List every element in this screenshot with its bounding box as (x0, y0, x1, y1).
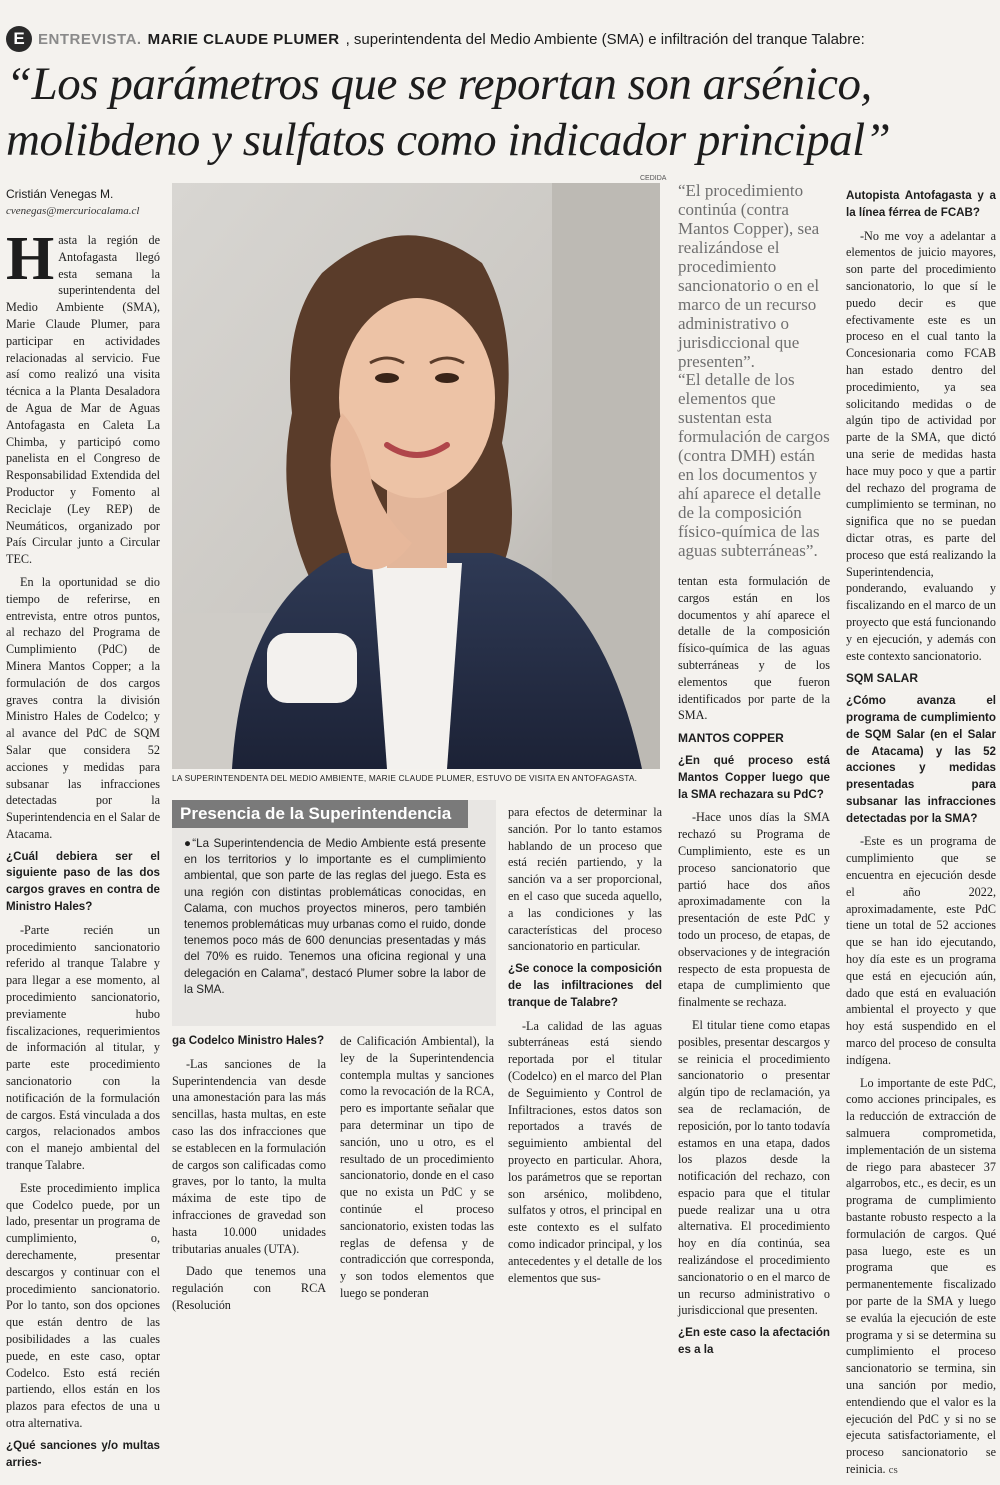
paragraph: para efectos de determinar la sanción. Por lo tanto estamos hablando de un proceso que está recién partiendo, y la sanción va a ser proporcional, en el caso que suceda aquello, a las condiciones y las características del proceso sancionatorio en particular. (508, 805, 662, 954)
column-6 (846, 188, 996, 1485)
kicker-rest: , superintendenta del Medio Ambiente (SMA) e infiltración del tranque Talabre: (345, 30, 865, 48)
question: ¿Qué sanciones y/o multas arries- (6, 1438, 160, 1469)
question: Autopista Antofagasta y a la línea férrea de FCAB? (846, 189, 996, 219)
question: ¿En qué proceso está Mantos Copper luego que la SMA rechazara su PdC? (678, 753, 830, 801)
question: ga Codelco Ministro Hales? (172, 1034, 325, 1047)
answer: -Hace unos días la SMA rechazó su Programa de Cumplimiento, este es un proceso sancionatorio que partió hace dos años aproximadamente con la presentación de este PdC y todo un proceso, de etapas, de observaciones y de integración respecto de esta propuesta de etapa de cumplimiento que finalmente se rechaza. (678, 810, 830, 1010)
paragraph (846, 1075, 996, 1479)
answer: -Parte recién un procedimiento sancionatorio referido al tranque Talabre y para llegar a ese momento, al procedimiento sancionatorio, previamente hubo fiscalizaciones, requerimientos de información al titular, y parte este procedimiento sancionatorio con la notificación de la formulación de cargos. Está vinculada a dos cargos, relacionados ambos con el manejo ambiental del tranque Talabre. (6, 922, 160, 1173)
paragraph: de Calificación Ambiental), la ley de la Superintendencia contempla multas y sanciones como la revocación de la RCA, pero es importante señalar que para determinar un tipo de sanción, uno u otro, es el resultado de un procedimiento sancionatorio, donde en el caso que no exista un PdC y se continúe el proceso sancionatorio, existen todas las reglas de defensa y de contradicción que corresponda, y son todos elementos que luego se ponderan (340, 1034, 494, 1300)
box-text: “La Superintendencia de Medio Ambiente está presente en los territorios y lo importante es el cumplimiento ambiental, que son parte de las reglas del juego. Esta es una región con distintas problemáticas conocidas, en Calama, con muchos proyectos mineros, pero también tenemos problemáticas muy urbanas como el ruido, donde tenemos poco más de 600 denuncias presentadas y más del 70% es ruido. Tenemos una oficina regional y una delegación en Calama”, destacó Plumer sobre la labor de la SMA. (184, 837, 486, 996)
author-email: cvenegas@mercuriocalama.cl (6, 205, 140, 217)
kicker-name: MARIE CLAUDE PLUMER (147, 30, 340, 48)
kicker-section: ENTREVISTA. (38, 30, 142, 48)
column-1 (6, 225, 160, 1477)
pull-quote-1 (678, 181, 830, 371)
paragraph: Dado que tenemos una regulación con RCA (Resolución (172, 1264, 326, 1312)
answer: -La calidad de las aguas subterráneas está siendo reportada por el titular (Codelco) en el marco del Plan de Seguimiento y Control de Infiltraciones, estos datos son reportados a través de seguimiento ambiental del proyecto en particular. Ahora, los parámetros que se reportan son arsénico, molibdeno, sulfatos y otros, el principal en este contexto es el sulfato como indicador principal, y los antecedentes y el detalle de los elementos que sus- (508, 1018, 662, 1285)
portrait-photo (172, 183, 660, 769)
paragraph: En la oportunidad se dio tiempo de referirse, en entrevista, entre otros puntos, al rechazo del Programa de Cumplimiento (PdC) de Minera Mantos Copper; a la formulación de dos cargos graves contra la división Ministro Hales de Codelco; y al avance del PdC de SQM Salar que considera 52 acciones y medidas para subsanar las infracciones detectadas por la Superintendencia en el Salar de Atacama. (6, 574, 160, 841)
question: ¿Se conoce la composición de las infiltraciones del tranque de Talabre? (508, 962, 662, 1009)
paragraph: El titular tiene como etapas posibles, presentar descargos y se reinicia el procedimiento sancionatorio o presentar algún tipo de reclamación, ya sea de reclamación, de reposición, por lo tanto todavía estamos en una etapa, dados los plazos desde la notificación del rechazo, con espacio para que el titular puede realizar una u otra alternativa. El procedimiento hoy en día continúa, sea realizándose el procedimiento sancionatorio o en el marco de un recurso administrativo o jurisdiccional que presenten. (678, 1017, 830, 1318)
byline: Cristián Venegas M. (6, 187, 114, 201)
intro-text: asta la región de Antofagasta llegó esta semana la superintendenta del Medio Ambiente (SMA), Marie Claude Plumer, para participar en actividades relacionadas al servicio. Fue así como realizó una visita técnica a la Planta Desaladora de Agua de Mar de Aguas Antofagasta en Caleta La Chimba, y participó como panelista en el Congreso de Responsabilidad Extendida del Productor y Fomento al Reciclaje (Ley REP) de Neumáticos, organizado por País Circular junto a Circular TEC. (6, 233, 160, 567)
column-3 (340, 1033, 494, 1308)
answer: -Este es un programa de cumplimiento que se encuentra en ejecución desde el año 2022, aproximadamente, este PdC tiene un total de 52 acciones que se han ido ejecutando, hoy día este es un programa que está en ejecución aún, dado que está en evaluación ambiental el proyecto y que hoy está suspendido en el marco del proceso de consulta indígena. (846, 834, 996, 1067)
kicker (6, 24, 865, 54)
box-title: Presencia de la Superintendencia (172, 800, 468, 828)
portrait-illustration (172, 183, 660, 769)
end-mark-icon: cs (888, 1463, 898, 1476)
section-badge: E (6, 26, 32, 52)
pull-quote-2 (678, 370, 830, 560)
answer: -Las sanciones de la Superintendencia van desde una amonestación para las más sencillas, hasta multas, en este caso las dos infracciones que se establecen en la formulación de cargos son calificadas como graves, por lo tanto, la multa máxima de este tipo de infracciones de gravedad son hasta 10.000 unidades tributarias anuales (UTA). (172, 1056, 326, 1256)
answer: -No me voy a adelantar a elementos de juicio mayores, son parte del procedimiento sancionatorio, lo que sí le puedo decir es que efectivamente este es un proceso en el cual tanto la Concesionaria como FCAB han estado dentro del procedimiento, ya sea solicitando medidas o de algún tipo de actividad por parte de la SMA, que dictó una serie de medidas hasta hace muy poco y que a partir del rechazo del programa de cumplimiento se terminan, no significa que no se puedan dictar otras, es parte del proceso que está realizando la Superintendencia, ponderando, evaluando y fiscalizando en el marco de un proyecto que está funcionando y en ejecución, y además con este contexto sancionatorio. (846, 228, 996, 663)
paragraph: tentan esta formulación de cargos están en los documentos y ahí aparece el detalle de la composición físico-química de las aguas subterráneas y de los elementos que fueron identificados por parte de la SMA. (678, 574, 830, 723)
question: ¿Cómo avanza el programa de cumplimiento de SQM Salar (en el Salar de Atacama) y las 52 acciones y medidas presentadas para subsanar las infracciones detectadas por la SMA? (846, 694, 996, 825)
box-body (172, 828, 496, 1004)
quote-text: “El detalle de los elementos que sustentan esta formulación de cargos (contra DMH) están en los documentos y ahí aparece el detalle de la composición físico-química de las aguas subterráneas”. (678, 370, 830, 560)
bullet-icon: ● (184, 837, 193, 850)
column-4 (508, 804, 662, 1292)
subheading: SQM SALAR (846, 671, 918, 686)
subheading: MANTOS COPPER (678, 731, 784, 746)
column-5 (678, 573, 830, 1365)
question: ¿En este caso la afectación es a la (678, 1326, 830, 1357)
paragraph: Este procedimiento implica que Codelco puede, por un lado, presentar un programa de cumplimiento, o, derechamente, presentar descargos y continuar con el procedimiento sancionatorio. Por lo tanto, son dos opciones que están dentro de las posibilidades a las cuales puede, en este caso, optar Codelco. Esto está recién partiendo, ellos están en los plazos para efectos de una u otra alternativa. (6, 1180, 160, 1430)
paragraph-text: Lo importante de este PdC, como acciones principales, es la reducción de extracción de salmuera comprometida, implementación de un sistema de riego para abastecer 37 algarrobos, etc., es decir, es un programa de cumplimiento bastante robusto respecto a la formulación de cargos. Qué pasa luego, este es un programa que es permanentemente fiscalizado por parte de la SMA y luego se evalúa la ejecución de este programa y si se determina su cumplimiento el proceso sancionatorio se termina, sin una sanción por medio, entendiendo que el valor es la ejecución del PdC y si no se ejecuta satisfactoriamente, el proceso sancionatorio se reinicia. (846, 1075, 996, 1476)
column-2 (172, 1033, 326, 1320)
quote-text: “El procedimiento continúa (contra Mantos Copper), sea realizándose el procedimiento sancionatorio o en el marco de un recurso administrativo o jurisdiccional que presenten”. (678, 181, 820, 371)
photo-caption: LA SUPERINTENDENTA DEL MEDIO AMBIENTE, MARIE CLAUDE PLUMER, ESTUVO DE VISITA EN ANTOFAGASTA. (172, 773, 638, 783)
headline: “Los parámetros que se reportan son arsénico, molibdeno y sulfatos como indicador principal” (6, 58, 891, 166)
photo-credit: CEDIDA (640, 175, 667, 182)
question: ¿Cuál debiera ser el siguiente paso de las dos cargos graves en contra de Ministro Hales? (6, 849, 160, 914)
dropcap: H (6, 225, 55, 293)
sidebar-box (172, 800, 496, 1026)
